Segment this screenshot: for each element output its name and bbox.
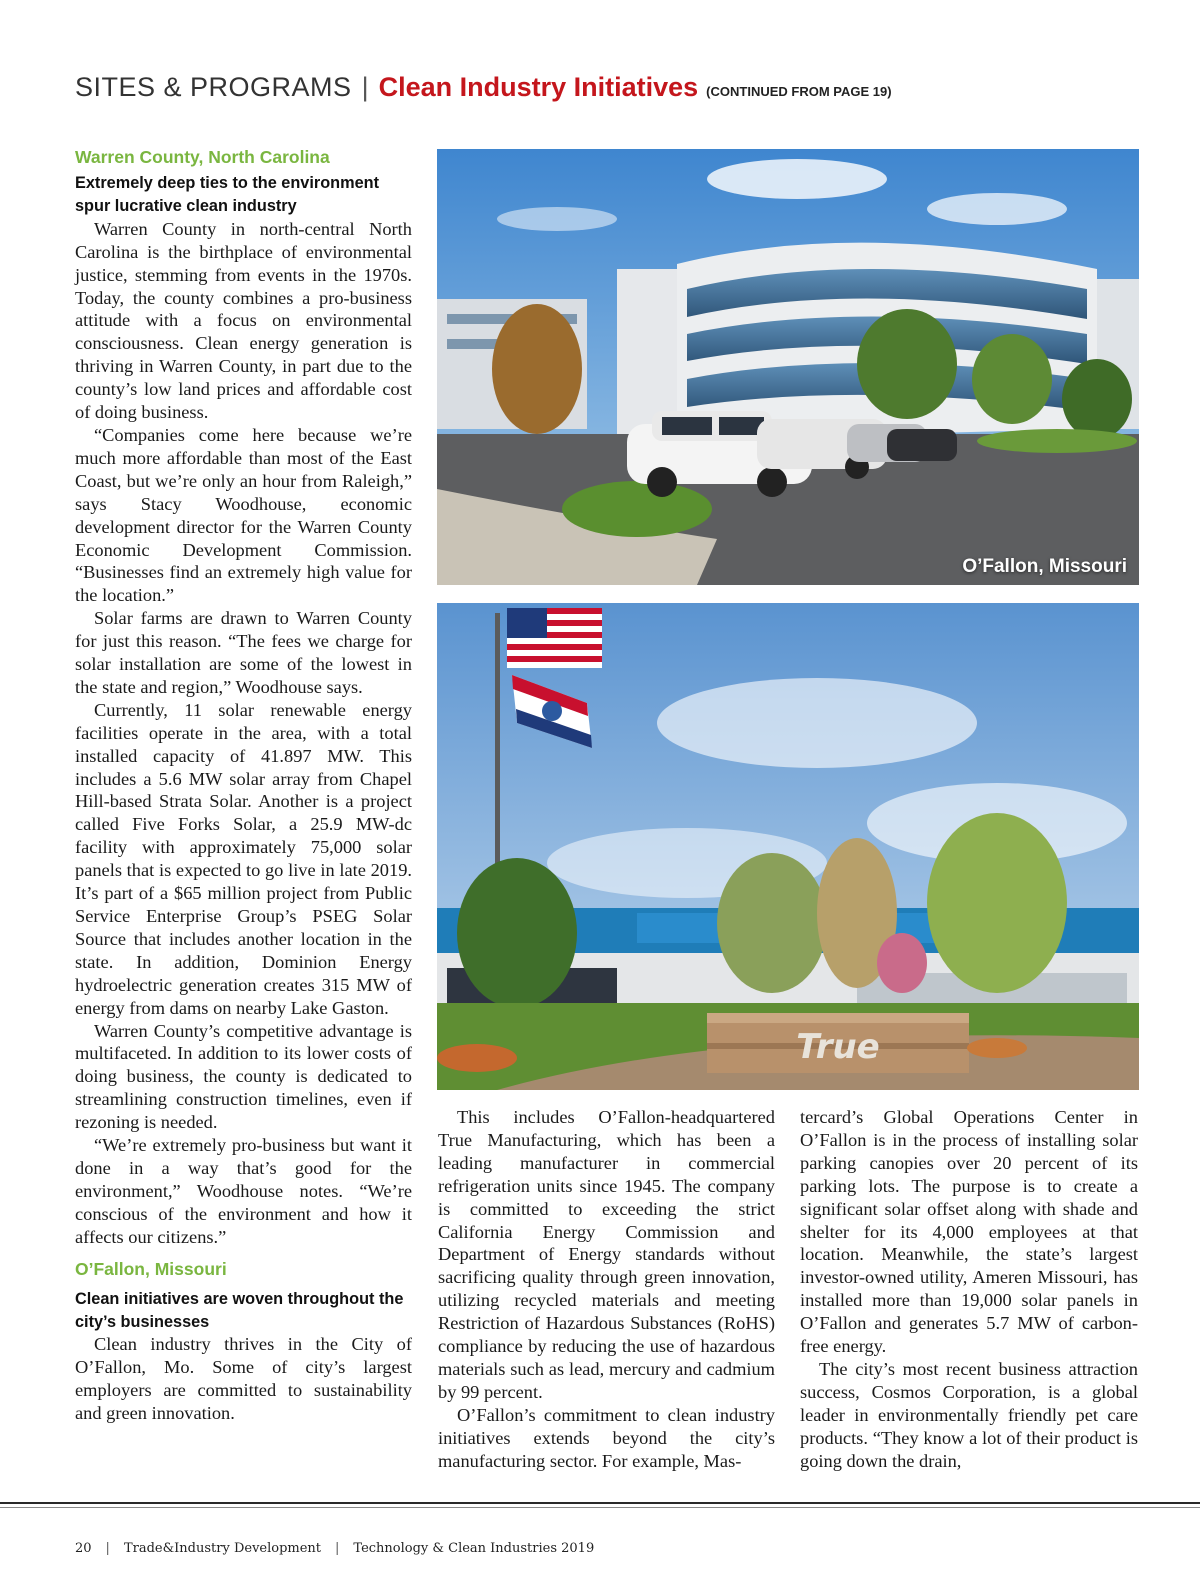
page-header <box>75 72 892 103</box>
paragraph: O’Fallon’s commitment to clean industry initiatives extends beyond the city’s manufacturing sector. For example, Mas- <box>438 1404 775 1471</box>
footer-rule-thin <box>0 1507 1200 1508</box>
paragraph: The city’s most recent business attraction success, Cosmos Corporation, is a global leader in environmentally friendly pet care products. “They know a lot of their product is going down the drain, <box>800 1358 1138 1471</box>
continued-note: (CONTINUED FROM PAGE 19) <box>706 84 892 99</box>
photo-true-manufacturing <box>437 603 1139 1090</box>
publication-name: Trade&Industry Development <box>123 1541 322 1556</box>
middle-column <box>438 1106 775 1473</box>
warren-deck: Extremely deep ties to the environment spur lucrative clean industry <box>75 174 380 215</box>
footer-rule <box>0 1502 1200 1504</box>
page-number: 20 <box>75 1541 92 1556</box>
paragraph: Warren County in north-central North Carolina is the birthplace of environmental justice, stemming from events in the 1970s. Today, the county combines a pro-business attitude with a focus on environmental consciousness. Clean energy generation is thriving in Warren County, in part due to the county’s low land prices and affordable cost of doing business. <box>75 218 412 423</box>
right-column <box>800 1106 1138 1473</box>
paragraph: Clean industry thrives in the City of O’Fallon, Mo. Some of city’s largest employers are committed to sustainability and green innovation. <box>75 1334 412 1424</box>
warren-heading: Warren County, North Carolina <box>75 147 330 167</box>
header-separator: | <box>361 72 369 102</box>
paragraph: “Companies come here because we’re much more affordable than most of the East Coast, but we’re only an hour from Raleigh,” says Stacy Woodhouse, economic development director for the Warren County Economic Development Commission. “Businesses find an extremely high value for the location.” <box>75 424 412 606</box>
section-label: SITES & PROGRAMS <box>75 72 352 102</box>
page-footer <box>75 1541 594 1556</box>
ofallon-deck: Clean initiatives are woven throughout the city’s businesses <box>75 1289 404 1331</box>
paragraph: Currently, 11 solar renewable energy facilities operate in the area, with a total installed capacity of 41.897 MW. This includes a 5.6 MW solar array from Chapel Hill-based Strata Solar. Another is a project called Five Forks Solar, a 25.9 MW-dc facility with approximately 75,000 solar panels that is expected to go live in late 2019. It’s part of a $65 million project from Public Service Enterprise Group’s PSEG Solar Source that includes another location in the state. In addition, Dominion Energy hydroelectric generation creates 315 MW of energy from dams on nearby Lake Gaston. <box>75 699 412 1018</box>
photo-ofallon-office <box>437 149 1139 585</box>
paragraph: This includes O’Fallon-headquartered True Manufacturing, which has been a leading manufacturer in commercial refrigeration units since 1945. The company is committed to exceeding the strict California Energy Commission and Department of Energy standards without sacrificing quality through green innovation, utilizing recycled materials and meeting Restriction of Hazardous Substances (RoHS) compliance by reducing the use of hazardous materials such as lead, mercury and cadmium by 99 percent. <box>438 1107 775 1402</box>
paragraph: “We’re extremely pro-business but want it done in a way that’s good for the environment,” Woodhouse notes. “We’re conscious of the environment and how it affects our citizens.” <box>75 1135 412 1247</box>
sign-logo: True <box>796 1027 880 1067</box>
us-flag-icon <box>507 608 602 668</box>
paragraph: Warren County’s competitive advantage is multifaceted. In addition to its lower costs of doing business, the county is dedicated to streamlining construction timelines, even if rezoning is needed. <box>75 1020 412 1133</box>
issue-name: Technology & Clean Industries 2019 <box>353 1541 595 1556</box>
office-building-illustration <box>437 149 1139 585</box>
true-manufacturing-illustration <box>437 603 1139 1090</box>
photo-caption: O’Fallon, Missouri <box>962 556 1127 577</box>
article-title: Clean Industry Initiatives <box>378 72 699 102</box>
footer-separator: | <box>105 1541 110 1556</box>
left-column <box>75 146 412 1425</box>
paragraph: Solar farms are drawn to Warren County for just this reason. “The fees we charge for solar installation are some of the lowest in the state and region,” Woodhouse says. <box>75 608 412 697</box>
paragraph: tercard’s Global Operations Center in O’Fallon is in the process of installing solar parking canopies over 20 percent of its parking lots. The purpose is to create a significant solar offset along with shade and shelter for its 4,000 employees at that location. Meanwhile, the state’s largest investor-owned utility, Ameren Missouri, has installed more than 19,000 solar panels in O’Fallon and generates 5.7 MW of carbon-free energy. <box>800 1107 1138 1357</box>
footer-separator: | <box>335 1541 340 1556</box>
ofallon-heading: O’Fallon, Missouri <box>75 1258 227 1279</box>
